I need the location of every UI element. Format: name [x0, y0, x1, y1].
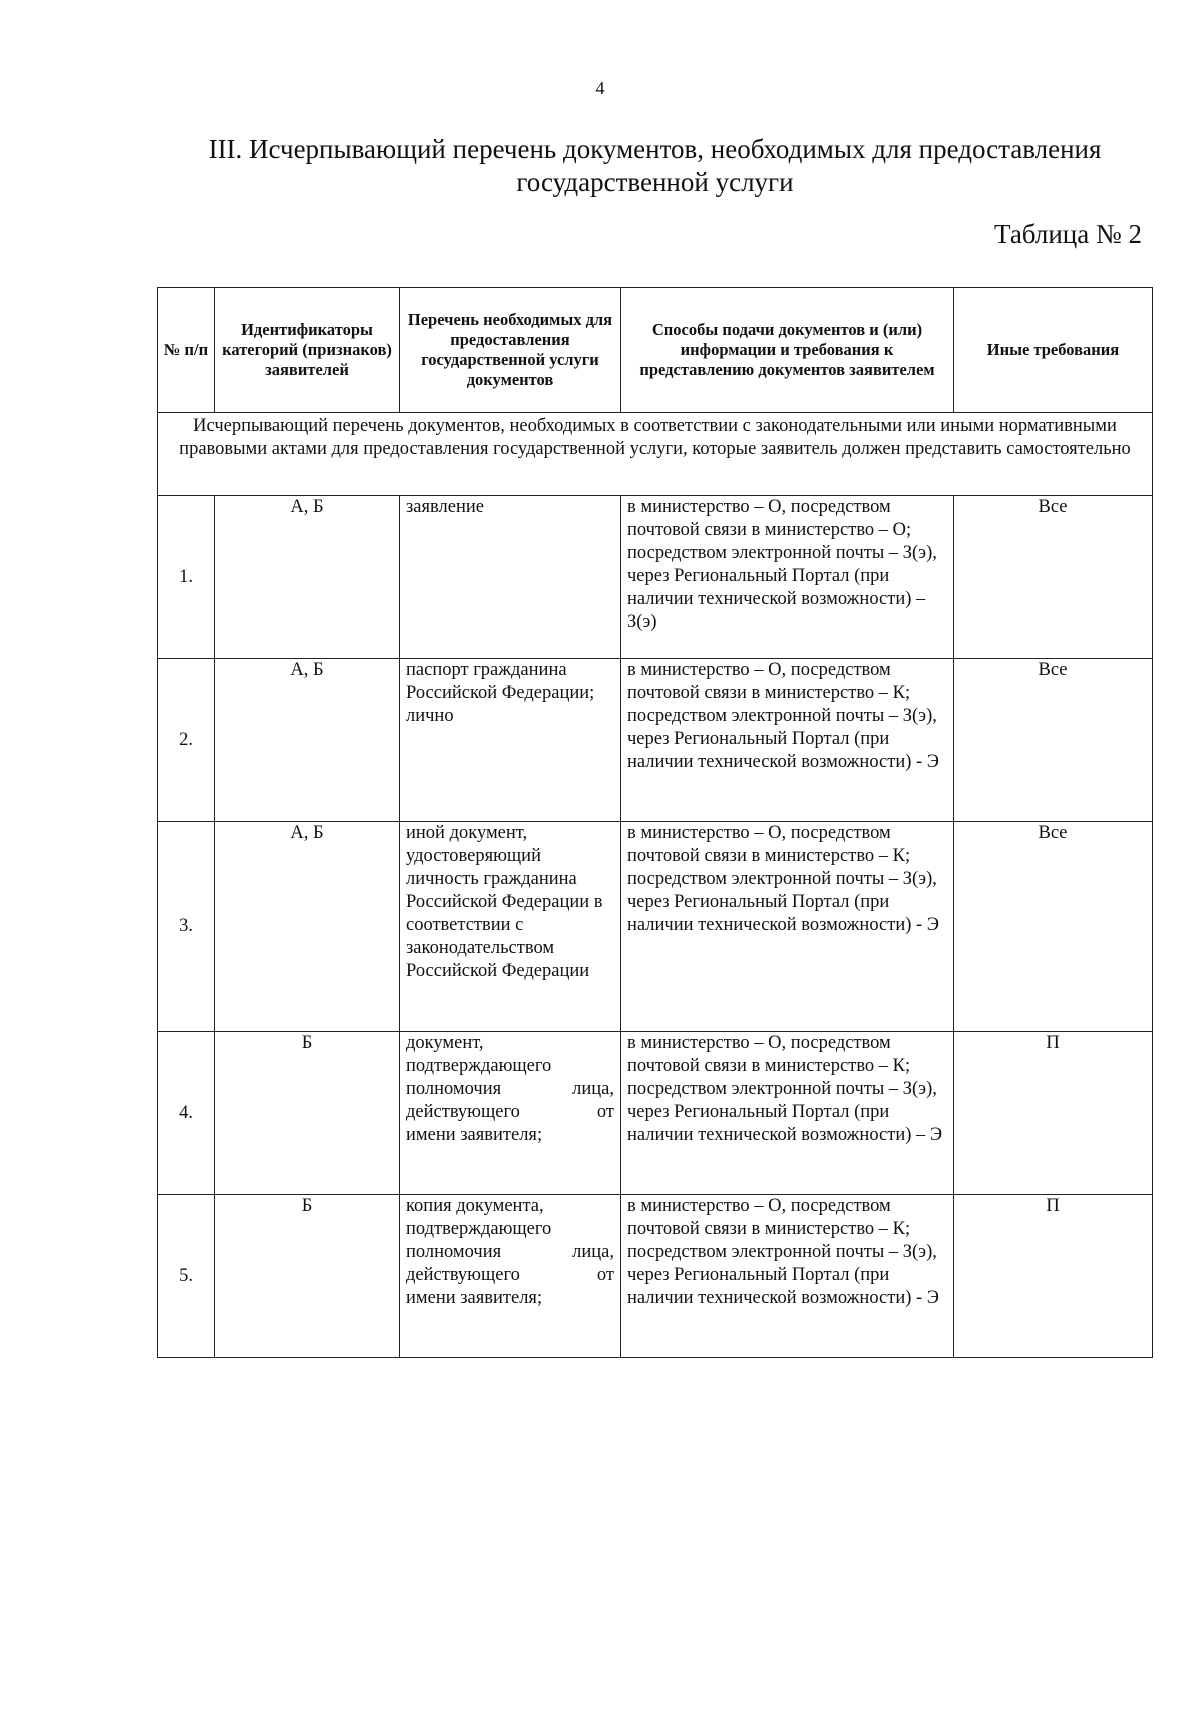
table-row	[158, 659, 1153, 822]
document-line: имени заявителя;	[406, 1125, 543, 1145]
row-submission: в министерство – О, посредством почтовой связи в министерство – К; посредством электронной почты – З(э), через Региональный Портал (при наличии технической возможности) - Э	[621, 659, 954, 822]
row-number: 1.	[158, 496, 215, 659]
page-number: 4	[595, 78, 605, 98]
table-row	[158, 496, 1153, 659]
document-line: подтверждающего	[406, 1056, 552, 1076]
row-document: паспорт гражданина Российской Федерации; лично	[400, 659, 621, 822]
row-category: А, Б	[215, 822, 400, 1032]
table-row	[158, 1032, 1153, 1195]
row-number: 2.	[158, 659, 215, 822]
row-other: Все	[954, 496, 1153, 659]
row-other: П	[954, 1032, 1153, 1195]
document-line: имени заявителя;	[406, 1288, 543, 1308]
table-caption: Таблица № 2	[994, 219, 1142, 249]
row-document: иной документ, удостоверяющий личность гражданина Российской Федерации в соответствии с законодательством Российской Федерации	[400, 822, 621, 1032]
section-heading: Исчерпывающий перечень документов, необходимых в соответствии с законодательными или иными нормативными правовыми актами для предоставления государственной услуги, которые заявитель должен представить самостоятельно	[158, 413, 1153, 496]
row-submission: в министерство – О, посредством почтовой связи в министерство – К; посредством электронной почты – З(э), через Региональный Портал (при наличии технической возможности) - Э	[621, 822, 954, 1032]
row-other: П	[954, 1195, 1153, 1358]
document-line: полномочия лица,	[406, 1242, 614, 1262]
row-category: А, Б	[215, 659, 400, 822]
header-submission: Способы подачи документов и (или) информации и требования к представлению документов заявителем	[621, 288, 954, 413]
document-line: документ,	[406, 1033, 484, 1053]
document-line: копия документа,	[406, 1196, 544, 1216]
row-other: Все	[954, 659, 1153, 822]
row-document	[400, 1032, 621, 1195]
document-line: действующего от	[406, 1102, 614, 1122]
row-category: А, Б	[215, 496, 400, 659]
row-other: Все	[954, 822, 1153, 1032]
row-submission: в министерство – О, посредством почтовой связи в министерство – К; посредством электронной почты – З(э), через Региональный Портал (при наличии технической возможности) – Э	[621, 1032, 954, 1195]
row-category: Б	[215, 1195, 400, 1358]
document-line: полномочия лица,	[406, 1079, 614, 1099]
row-submission: в министерство – О, посредством почтовой связи в министерство – О; посредством электронной почты – З(э), через Региональный Портал (при наличии технической возможности) – З(э)	[621, 496, 954, 659]
document-line: подтверждающего	[406, 1219, 552, 1239]
row-number: 5.	[158, 1195, 215, 1358]
row-number: 4.	[158, 1032, 215, 1195]
section-title: III. Исчерпывающий перечень документов, необходимых для предоставления государственной услуги	[208, 134, 1102, 197]
row-category: Б	[215, 1032, 400, 1195]
documents-table	[157, 287, 1153, 1358]
row-document: заявление	[400, 496, 621, 659]
header-documents: Перечень необходимых для предоставления государственной услуги документов	[400, 288, 621, 413]
row-number: 3.	[158, 822, 215, 1032]
table-header-row	[158, 288, 1153, 413]
document-line: действующего от	[406, 1265, 614, 1285]
header-category: Идентификаторы категорий (признаков) заявителей	[215, 288, 400, 413]
table-row	[158, 1195, 1153, 1358]
header-number: № п/п	[158, 288, 215, 413]
row-document	[400, 1195, 621, 1358]
section-heading-row	[158, 413, 1153, 496]
header-other: Иные требования	[954, 288, 1153, 413]
table-row	[158, 822, 1153, 1032]
row-submission: в министерство – О, посредством почтовой связи в министерство – К; посредством электронной почты – З(э), через Региональный Портал (при наличии технической возможности) - Э	[621, 1195, 954, 1358]
